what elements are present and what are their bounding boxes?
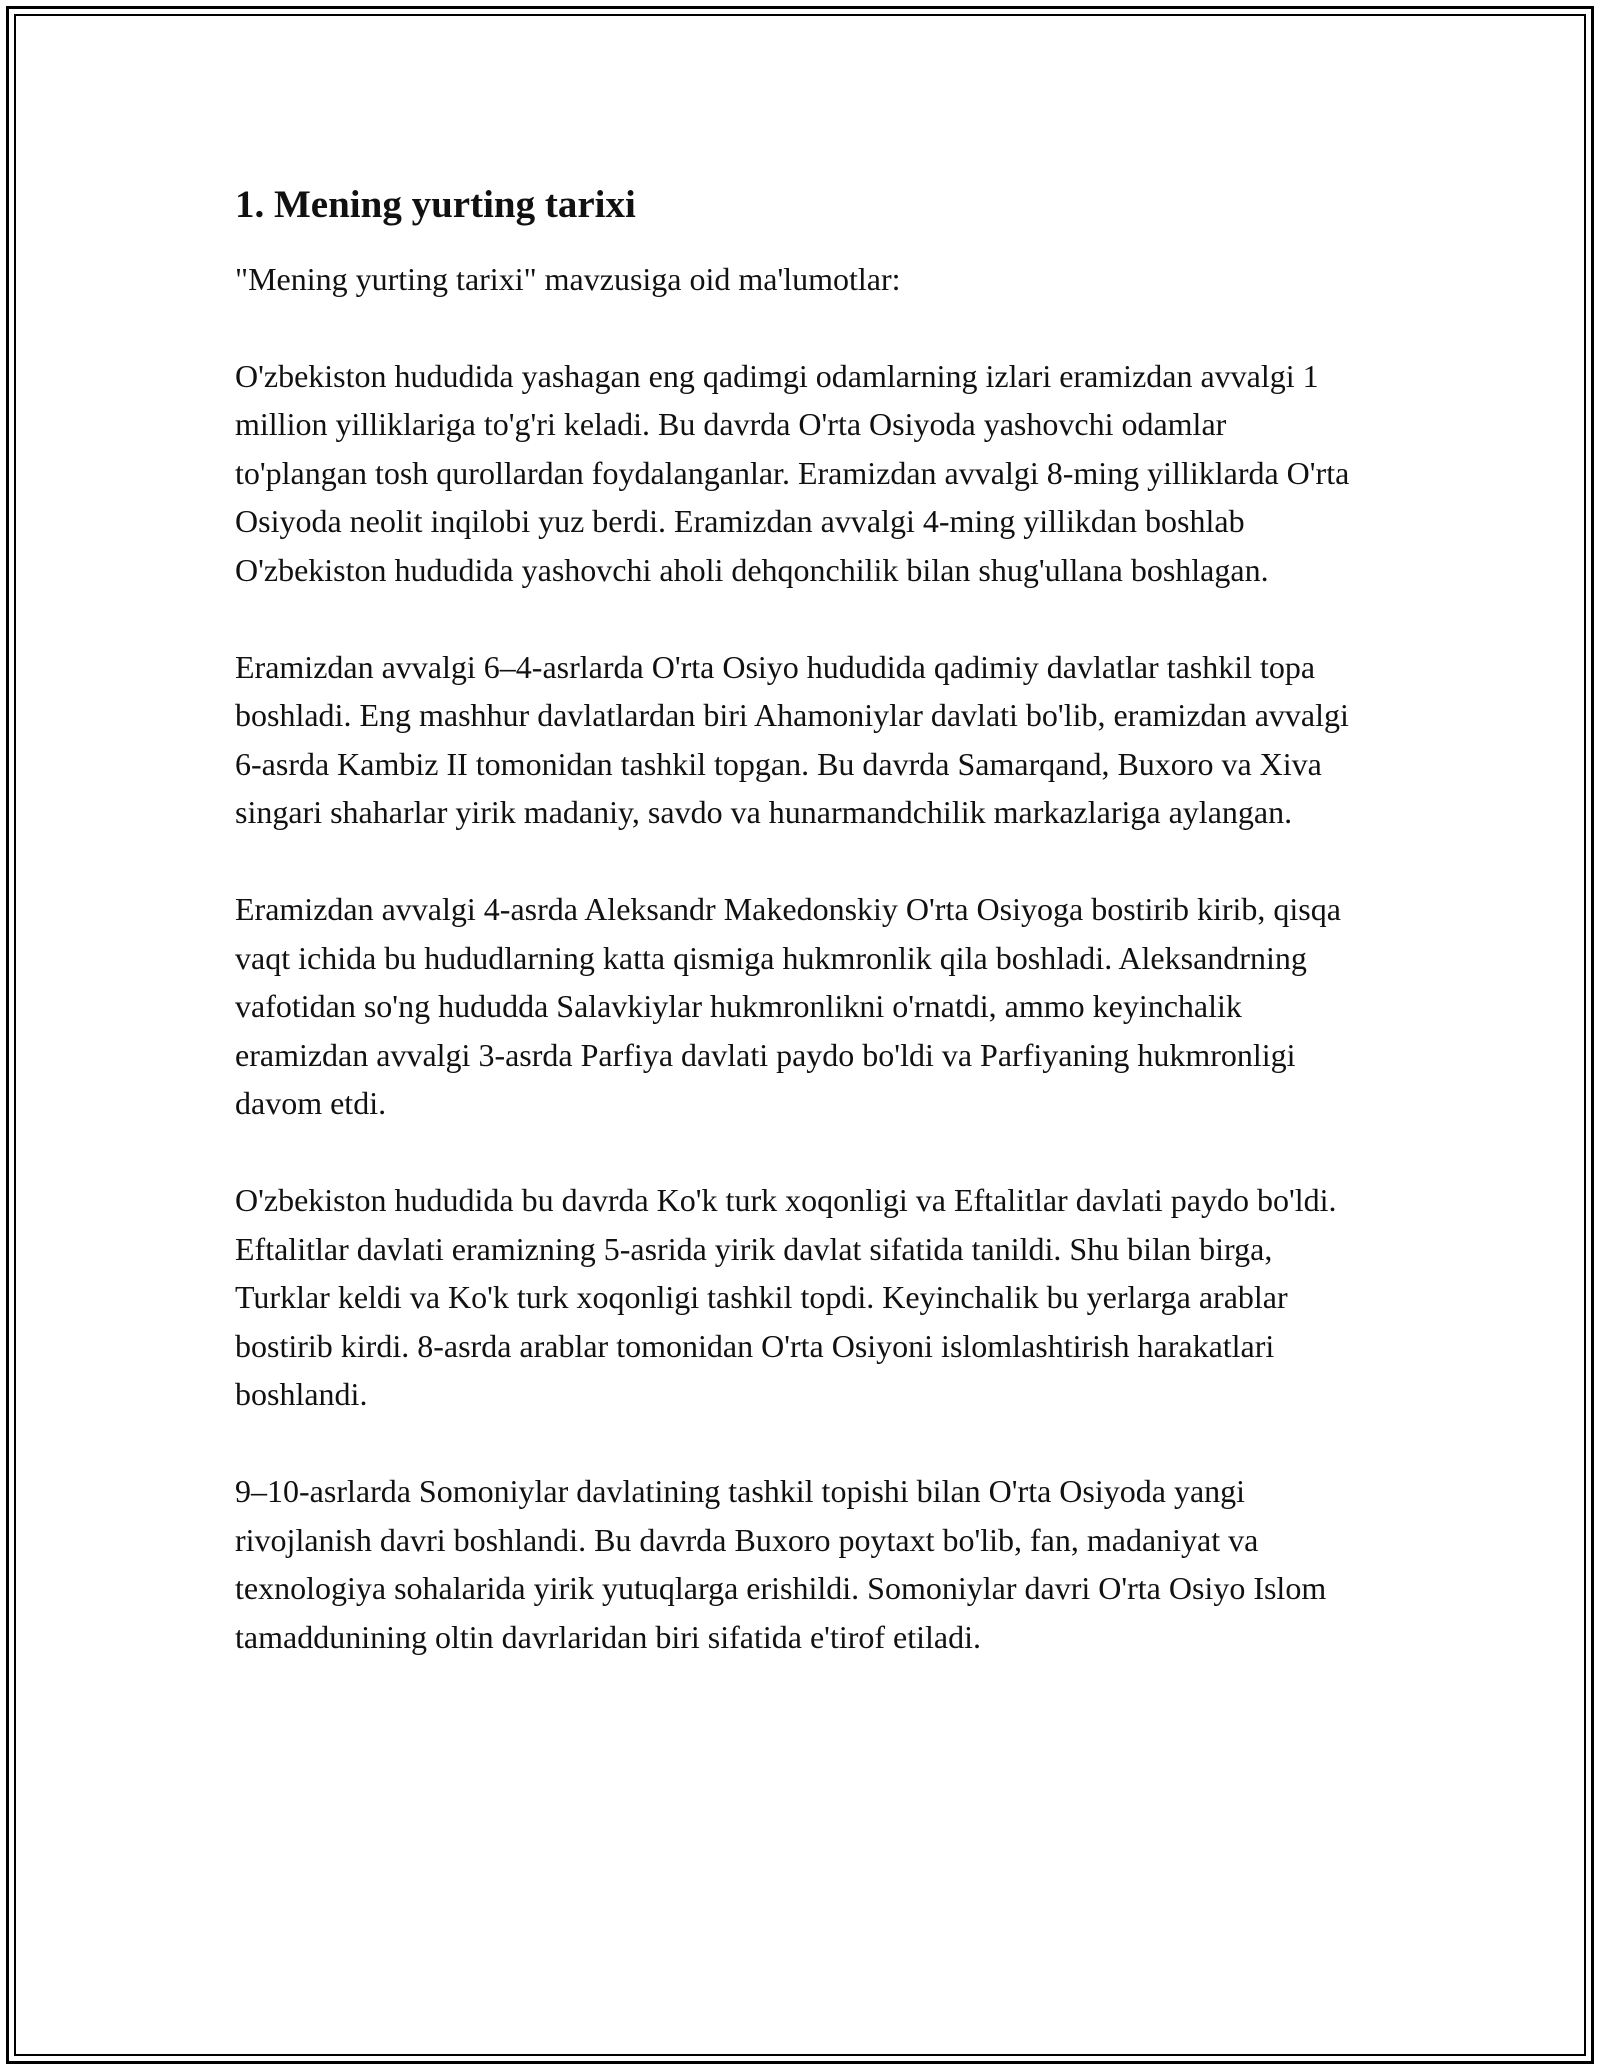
intro-paragraph: "Mening yurting tarixi" mavzusiga oid ma'lumotlar: — [235, 260, 901, 297]
document-title: 1. Mening yurting tarixi — [235, 183, 636, 226]
paragraph-samanids: 9–10-asrlarda Somoniylar davlatining tashkil topishi bilan O'rta Osiyoda yangi rivojlanish davri boshlandi. Bu davrda Buxoro poytaxt bo'lib, fan, madaniyat va texnologiya sohalarida yirik yutuqlarga erishildi. Somoniylar davri O'rta Osiyo Islom tamaddunining oltin davrlaridan biri sifatida e'tirof etiladi. — [235, 1473, 1327, 1655]
paragraph-ancient-people: O'zbekiston hududida yashagan eng qadimgi odamlarning izlari eramizdan avvalgi 1 million yilliklariga to'g'ri keladi. Bu davrda O'rta Osiyoda yashovchi odamlar to'plangan tosh qurollardan foydalanganlar. Eramizdan avvalgi 8-ming yilliklarda O'rta Osiyoda neolit inqilobi yuz berdi. Eramizdan avvalgi 4-ming yillikdan boshlab O'zbekiston hududida yashovchi aholi dehqonchilik bilan shug'ullana boshlagan. — [235, 357, 1350, 588]
paragraph-turkic-khaganate: O'zbekiston hududida bu davrda Ko'k turk xoqonligi va Eftalitlar davlati paydo bo'ldi. Eftalitlar davlati eramizning 5-asrida yirik davlat sifatida tanildi. Shu bilan birga, Turklar keldi va Ko'k turk xoqonligi tashkil topdi. Keyinchalik bu yerlarga arablar bostirib kirdi. 8-asrda arablar tomonidan O'rta Osiyoni islomlashtirish harakatlari boshlandi. — [235, 1182, 1337, 1413]
paragraph-alexander: Eramizdan avvalgi 4-asrda Aleksandr Makedonskiy O'rta Osiyoga bostirib kirib, qisqa vaqt ichida bu hududlarning katta qismiga hukmronlik qila boshladi. Aleksandrning vafotidan so'ng hududda Salavkiylar hukmronlikni o'rnatdi, ammo keyinchalik eramizdan avvalgi 3-asrda Parfiya davlati paydo bo'ldi va Parfiyaning hukmronligi davom etdi. — [235, 891, 1341, 1122]
document-body — [235, 182, 1365, 1710]
paragraph-ancient-states: Eramizdan avvalgi 6–4-asrlarda O'rta Osiyo hududida qadimiy davlatlar tashkil topa boshladi. Eng mashhur davlatlardan biri Ahamoniylar davlati bo'lib, eramizdan avvalgi 6-asrda Kambiz II tomonidan tashkil topgan. Bu davrda Samarqand, Buxoro va Xiva singari shaharlar yirik madaniy, savdo va hunarmandchilik markazlariga aylangan. — [235, 648, 1349, 831]
